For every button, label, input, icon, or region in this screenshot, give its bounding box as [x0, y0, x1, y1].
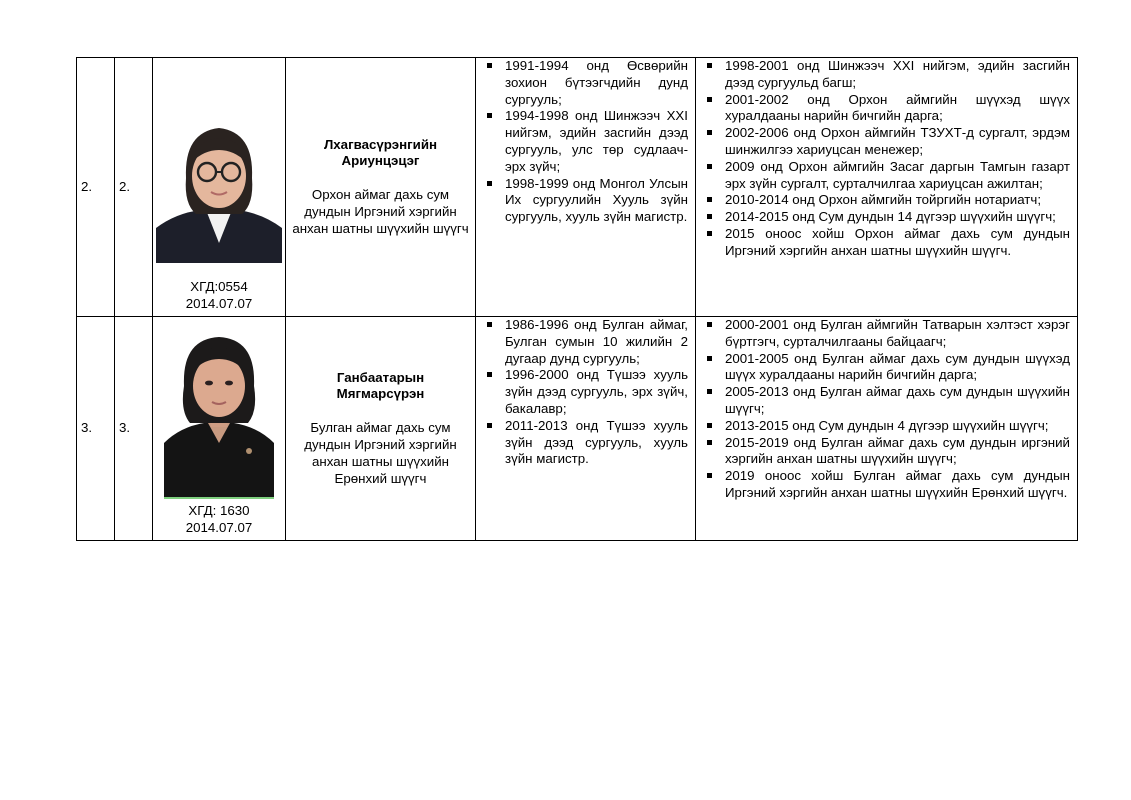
education-item: 1998-1999 онд Монгол Улсын Их сургуулийн Хууль зүйн сургууль, хууль зүйн магистр.: [476, 176, 688, 226]
career-item: 2001-2005 онд Булган аймаг дахь сум дундын шүүхэд шүүх хуралдааны нарийн бичгийн дарга;: [696, 351, 1070, 385]
career-item: 1998-2001 онд Шинжээч XXI нийгэм, эдийн засгийн дээд сургуульд багш;: [696, 58, 1070, 92]
judge-photo: [164, 331, 274, 499]
education-item: 1996-2000 онд Түшээ хууль зүйн дээд сургууль, эрх зүйч, бакалавр;: [476, 367, 688, 417]
career-item: 2015-2019 онд Булган аймаг дахь сум дундын иргэний хэргийн анхан шатны шүүхийн шүүгч;: [696, 435, 1070, 469]
career-cell: [696, 317, 1078, 541]
judge-surname: Лхагвасүрэнгийн: [323, 136, 438, 152]
photo-cell: [153, 317, 286, 541]
certificate-number: ХГД: 1630: [188, 503, 250, 519]
career-item: 2005-2013 онд Булган аймаг дахь сум дундын шүүхийн шүүгч;: [696, 384, 1070, 418]
career-item: 2015 оноос хойш Орхон аймаг дахь сум дундын Иргэний хэргийн анхан шатны шүүхийн шүүгч.: [696, 226, 1070, 260]
name-position-cell: [286, 317, 476, 541]
career-item: 2013-2015 онд Сум дундын 4 дүгээр шүүхийн шүүгч;: [696, 418, 1070, 435]
judge-surname: Ганбаатарын: [336, 369, 425, 385]
education-item: 2011-2013 онд Түшээ хууль зүйн дээд сургууль, хууль зүйн магистр.: [476, 418, 688, 468]
row-index-cell: 3.: [115, 317, 153, 541]
judge-given-name: Мягмарсүрэн: [336, 386, 425, 402]
name-position-cell: [286, 58, 476, 317]
row-index-cell: 2.: [115, 58, 153, 317]
education-cell: [476, 317, 696, 541]
table-row: [77, 317, 1078, 541]
education-item: 1986-1996 онд Булган аймаг, Булган сумын 10 жилийн 2 дугаар дунд сургууль;: [476, 317, 688, 367]
judges-table: [76, 57, 1078, 541]
certificate-number: ХГД:0554: [190, 279, 248, 295]
career-item: 2019 оноос хойш Булган аймаг дахь сум дундын Иргэний хэргийн анхан шатны шүүхийн Ерөнхий шүүгч.: [696, 468, 1070, 502]
career-item: 2001-2002 онд Орхон аймгийн шүүхэд шүүх хуралдааны нарийн бичгийн дарга;: [696, 92, 1070, 126]
education-item: 1991-1994 онд Өсвөрийн зохион бүтээгчдийн дунд сургууль;: [476, 58, 688, 108]
career-item: 2000-2001 онд Булган аймгийн Татварын хэлтэст хэрэг бүртгэгч, сурталчилгааны байцаагч;: [696, 317, 1070, 351]
row-number-cell: 2.: [77, 58, 115, 317]
judge-photo: [156, 118, 282, 263]
career-item: 2014-2015 онд Сум дундын 14 дүгээр шүүхийн шүүгч;: [696, 209, 1070, 226]
judge-position: Орхон аймаг дахь сум дундын Иргэний хэргийн анхан шатны шүүхийн шүүгч: [292, 187, 469, 236]
certificate-date: 2014.07.07: [185, 520, 253, 536]
education-item: 1994-1998 онд Шинжээч XXI нийгэм, эдийн засгийн дээд сургууль, улс төр судлаач-эрх зүйч;: [476, 108, 688, 175]
row-number-cell: 3.: [77, 317, 115, 541]
judge-given-name: Ариунцэцэг: [341, 153, 420, 169]
career-cell: [696, 58, 1078, 317]
table-row: [77, 58, 1078, 317]
career-item: 2009 онд Орхон аймгийн Засаг даргын Тамгын газарт эрх зүйн сургалт, сурталчилгаа хариуцсан ажилтан;: [696, 159, 1070, 193]
judge-position: Булган аймаг дахь сум дундын Иргэний хэргийн анхан шатны шүүхийн Ерөнхий шүүгч: [304, 420, 457, 486]
career-item: 2002-2006 онд Орхон аймгийн ТЗУХТ-д сургалт, эрдэм шинжилгээ хариуцсан менежер;: [696, 125, 1070, 159]
certificate-date: 2014.07.07: [185, 296, 253, 312]
career-item: 2010-2014 онд Орхон аймгийн тойргийн нотариатч;: [696, 192, 1070, 209]
photo-cell: [153, 58, 286, 317]
education-cell: [476, 58, 696, 317]
